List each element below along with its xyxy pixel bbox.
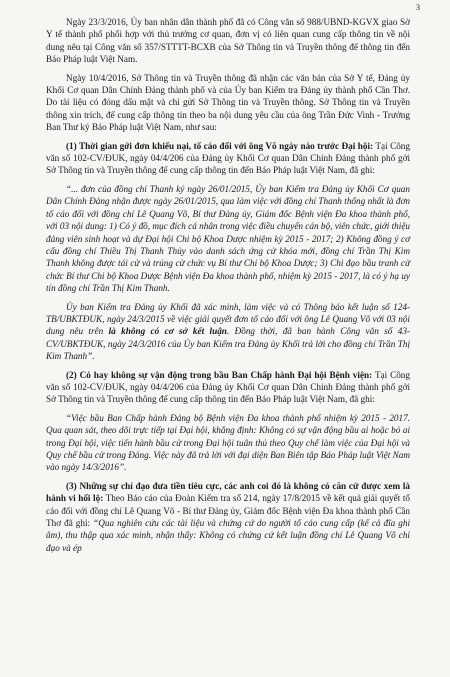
paragraph-intro-1: Ngày 23/3/2016, Ủy ban nhân dân thành phố đã có Công văn số 988/UBND-KGVX giao Sở Y tế thành phố phối hợp với thủ trưởng cơ quan, đơn vị có liên quan cung cấp thông tin về nội dung nêu tại Công văn số 357/STTTT-BCXB của Sở Thông tin và Truyền thông để thông tin đến Báo Pháp luật Việt Nam.: [46, 17, 410, 65]
page-number: 3: [416, 3, 420, 12]
section-3: [46, 480, 410, 554]
section-2: [46, 369, 410, 406]
section-2-text: Tại Công văn số 102-CV/ĐUK, ngày 04/4/206 của Đảng ủy Khối Cơ quan Dân Chính Đảng thành phố gởi Sở Thông tin và Truyền thông để cung cấp thông tin đến Báo Pháp luật Việt Nam, đã ghi:: [46, 369, 410, 405]
quote-2-emphasis: là không có cơ sở kết luận: [108, 326, 227, 337]
section-1: [46, 140, 410, 177]
quote-2-part-a: Ủy ban Kiểm tra Đảng ủy Khối đã xác minh, làm việc và có Thông báo kết luận số 124-TB/UBKTĐUK, ngày 24/3/2015 về việc giải quyết đơn tố cáo đối với ông Lê Quang Võ với 03 nội dung nêu trên: [46, 301, 410, 337]
section-3-heading: (3) Những sự chỉ đạo đưa tiền tiêu cực, các anh coi đó là không có căn cứ được xem là hành vi hối lộ:: [46, 480, 410, 504]
section-1-quote-2: [46, 301, 410, 363]
section-1-quote: “... đơn của đồng chí Thanh ký ngày 26/01/2015, Ủy ban Kiểm tra Đảng ủy Khối Cơ quan Dân Chính Đảng nhận được ngày 26/01/2015, qua làm việc với đồng chí Thanh thống nhất là đơn tố cáo đối với đồng chí Lê Quang Võ, Bí thư Đảng ủy, Giám đốc Bệnh viện Đa khoa thành phố, với 03 nội dung: 1) Có ý đồ, mục đích cá nhân trong việc điều chuyển cán bộ, viên chức, giới thiệu đảng viên sinh hoạt và dự Đại hội Chi bộ Khoa Dược nhiệm kỳ 2015 - 2017; 2) Không đồng ý cơ cấu đồng chí Thiều Thị Thanh Thủy vào danh sách ứng cử khóa mới, đồng chí Trần Thị Kim Thanh không được tái cử và trúng cử chức vụ Bí thư Chi bộ Khoa Dược; 3) Chi đạo bầu tranh cử chức Bí thư Chi bộ Khoa Dược Bệnh viện Đa khoa thành phố, nhiệm kỳ 2015 - 2017, là có ý hạ uy tín đồng chí Trần Thị Kim Thanh.: [46, 183, 410, 294]
section-2-quote: “Việc bầu Ban Chấp hành Đảng bộ Bệnh viện Đa khoa thành phố nhiệm kỳ 2015 - 2017. Qua quan sát, theo dõi trực tiếp tại Đại hội, khẳng định: Không có sự vận động bầu ai hoặc bỏ ai trong Đại hội, việc tiến hành bầu cử trong Đại hội tuân thủ theo Quy chế làm việc của Đại hội và Quy chế bầu cử trong Đảng. Việc này đã trả lời với đại diện Ban Biên tập Báo Pháp luật Việt Nam vào ngày 14/3/2016”.: [46, 412, 410, 473]
section-3-quote: “Qua nghiên cứu các tài liệu và chứng cứ do người tố cáo cung cấp (kể cả đĩa ghi âm), thu thập qua xác minh, nhận thấy: Không có chứng cứ kết luận đồng chí Lê Quang Võ chỉ đạo và ép: [46, 518, 410, 553]
quote-2-part-c: . Đồng thời, đã ban hành Công văn số 43-CV/UBKTĐUK, ngày 24/3/2016 của Ủy ban Kiểm tra Đảng ủy Khối trả lời cho đồng chí Trần Thị Kim Thanh”.: [46, 326, 410, 362]
section-2-heading: (2) Có hay không sự vận động trong bầu Ban Chấp hành Đại hội Bệnh viện:: [66, 369, 373, 380]
section-1-heading: (1) Thời gian gởi đơn khiếu nại, tố cáo đối với ông Võ ngày nào trước Đại hội:: [66, 140, 374, 151]
section-1-text: Tại Công văn số 102-CV/ĐUK, ngày 04/4/206 của Đảng ủy Khối Cơ quan Dân Chính Đảng thành phố gởi Sở Thông tin và Truyền thông để cung cấp thông tin đến Báo Pháp luật Việt Nam, đã ghi:: [46, 140, 410, 176]
paragraph-intro-2: Ngày 10/4/2016, Sở Thông tin và Truyền thông đã nhận các văn bản của Sở Y tế, Đảng ủy Khối Cơ quan Dân Chính Đảng thành phố và của Ủy ban Kiểm tra Đảng ủy thành phố Cần Thơ. Do tài liệu có đóng dấu mật và chỉ gửi Sở Thông tin và Truyền thông. Sở Thông tin và Truyền thông xin trích, để cung cấp thông tin theo ba nội dung yêu cầu của ông Trần Đức Vinh - Trưởng Ban Thư ký Báo Pháp luật Việt Nam, như sau:: [46, 72, 410, 133]
section-3-text: Theo Báo cáo của Đoàn Kiểm tra số 214, ngày 17/8/2015 về kết quả giải quyết tố cáo đối với đồng chí Lê Quang Võ - Bí thư Đảng ủy, Giám đốc Bệnh viện Đa khoa thành phố Cần Thơ đã ghi:: [46, 493, 410, 529]
